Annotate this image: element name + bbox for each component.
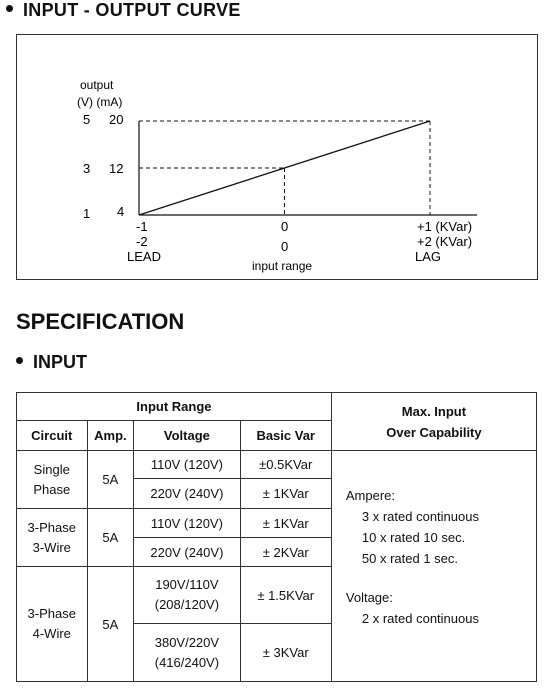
col-voltage: Voltage bbox=[134, 421, 240, 451]
circuit-label-l1: 3-Phase bbox=[27, 606, 76, 621]
lead-label: LEAD bbox=[127, 249, 161, 264]
chart-box bbox=[16, 34, 538, 280]
y-tick-ma-20: 20 bbox=[109, 112, 124, 127]
basic-var-value: ± 1.5KVar bbox=[240, 567, 331, 624]
amp-value: 5A bbox=[87, 509, 134, 567]
amp-value: 5A bbox=[87, 451, 134, 509]
basic-var-value: ± 1KVar bbox=[240, 509, 331, 538]
amp-value: 5A bbox=[87, 567, 134, 682]
ampere-label: Ampere: bbox=[345, 488, 396, 503]
voltage-value: 220V (240V) bbox=[134, 479, 240, 509]
col-basic-var: Basic Var bbox=[240, 421, 331, 451]
input-heading-text: INPUT bbox=[33, 352, 87, 372]
x-axis-label: input range bbox=[252, 259, 313, 273]
voltage-value bbox=[134, 624, 240, 682]
voltage-line-1: 190V/110V bbox=[155, 577, 219, 592]
circuit-label-l2: Phase bbox=[33, 481, 71, 497]
voltage-value: 220V (240V) bbox=[134, 538, 240, 567]
voltage-value: 110V (120V) bbox=[134, 451, 240, 479]
y-tick-v-3: 3 bbox=[83, 161, 91, 176]
y-tick-v-5: 5 bbox=[83, 112, 91, 127]
basic-var-value: ±0.5KVar bbox=[240, 451, 331, 479]
circuit-3phase-3wire bbox=[17, 509, 88, 567]
x-tick-neg1: -1 bbox=[136, 219, 148, 234]
voltage-value: 110V (120V) bbox=[134, 509, 240, 538]
ampere-line-3: 50 x rated 1 sec. bbox=[361, 551, 459, 566]
curve-heading bbox=[6, 0, 241, 21]
ampere-line-1: 3 x rated continuous bbox=[361, 509, 479, 524]
table-row bbox=[17, 451, 537, 479]
voltage-line-1: 380V/220V bbox=[154, 634, 220, 650]
basic-var-value: ± 1KVar bbox=[240, 479, 331, 509]
lag-label: LAG bbox=[415, 249, 442, 264]
x-tick-0b: 0 bbox=[281, 239, 289, 254]
x-tick-pos2: +2 (KVar) bbox=[417, 234, 473, 249]
circuit-label-l1: Single bbox=[33, 461, 70, 477]
input-output-chart bbox=[17, 35, 537, 279]
circuit-single-phase bbox=[17, 451, 88, 509]
basic-var-value: ± 2KVar bbox=[240, 538, 331, 567]
over-capability-cell bbox=[331, 451, 536, 682]
col-amp: Amp. bbox=[87, 421, 134, 451]
input-range-header: Input Range bbox=[17, 393, 332, 421]
basic-var-value: ± 3KVar bbox=[240, 624, 331, 682]
voltage-label: Voltage: bbox=[345, 590, 393, 605]
ampere-line-2: 10 x rated 10 sec. bbox=[361, 530, 466, 545]
circuit-3phase-4wire bbox=[17, 567, 88, 682]
circuit-label-l2: 4-Wire bbox=[32, 626, 71, 641]
y-units-label: (V) (mA) bbox=[77, 95, 123, 109]
y-top-label: output bbox=[80, 78, 114, 92]
curve-heading-text: INPUT - OUTPUT CURVE bbox=[23, 0, 241, 20]
circuit-label-l1: 3-Phase bbox=[27, 519, 76, 535]
x-tick-0: 0 bbox=[281, 219, 289, 234]
voltage-value bbox=[134, 567, 240, 624]
circuit-label-l2: 3-Wire bbox=[32, 539, 71, 555]
y-tick-v-1: 1 bbox=[83, 206, 91, 221]
x-tick-pos1: +1 (KVar) bbox=[417, 219, 473, 234]
specification-title: SPECIFICATION bbox=[16, 309, 185, 334]
max-input-header-l2: Over Capability bbox=[386, 424, 482, 440]
y-tick-ma-4: 4 bbox=[117, 204, 125, 219]
max-input-header bbox=[331, 393, 536, 451]
bullet-icon bbox=[16, 357, 23, 364]
max-input-header-l1: Max. Input bbox=[401, 403, 467, 419]
x-tick-neg2: -2 bbox=[136, 234, 148, 249]
voltage-line-1: 2 x rated continuous bbox=[361, 611, 479, 626]
voltage-line-2: (416/240V) bbox=[154, 654, 220, 670]
input-heading bbox=[16, 352, 87, 373]
col-circuit: Circuit bbox=[17, 421, 88, 451]
input-spec-table bbox=[16, 392, 537, 682]
voltage-line-2: (208/120V) bbox=[154, 597, 220, 612]
y-tick-ma-12: 12 bbox=[109, 161, 124, 176]
bullet-icon bbox=[6, 5, 13, 12]
